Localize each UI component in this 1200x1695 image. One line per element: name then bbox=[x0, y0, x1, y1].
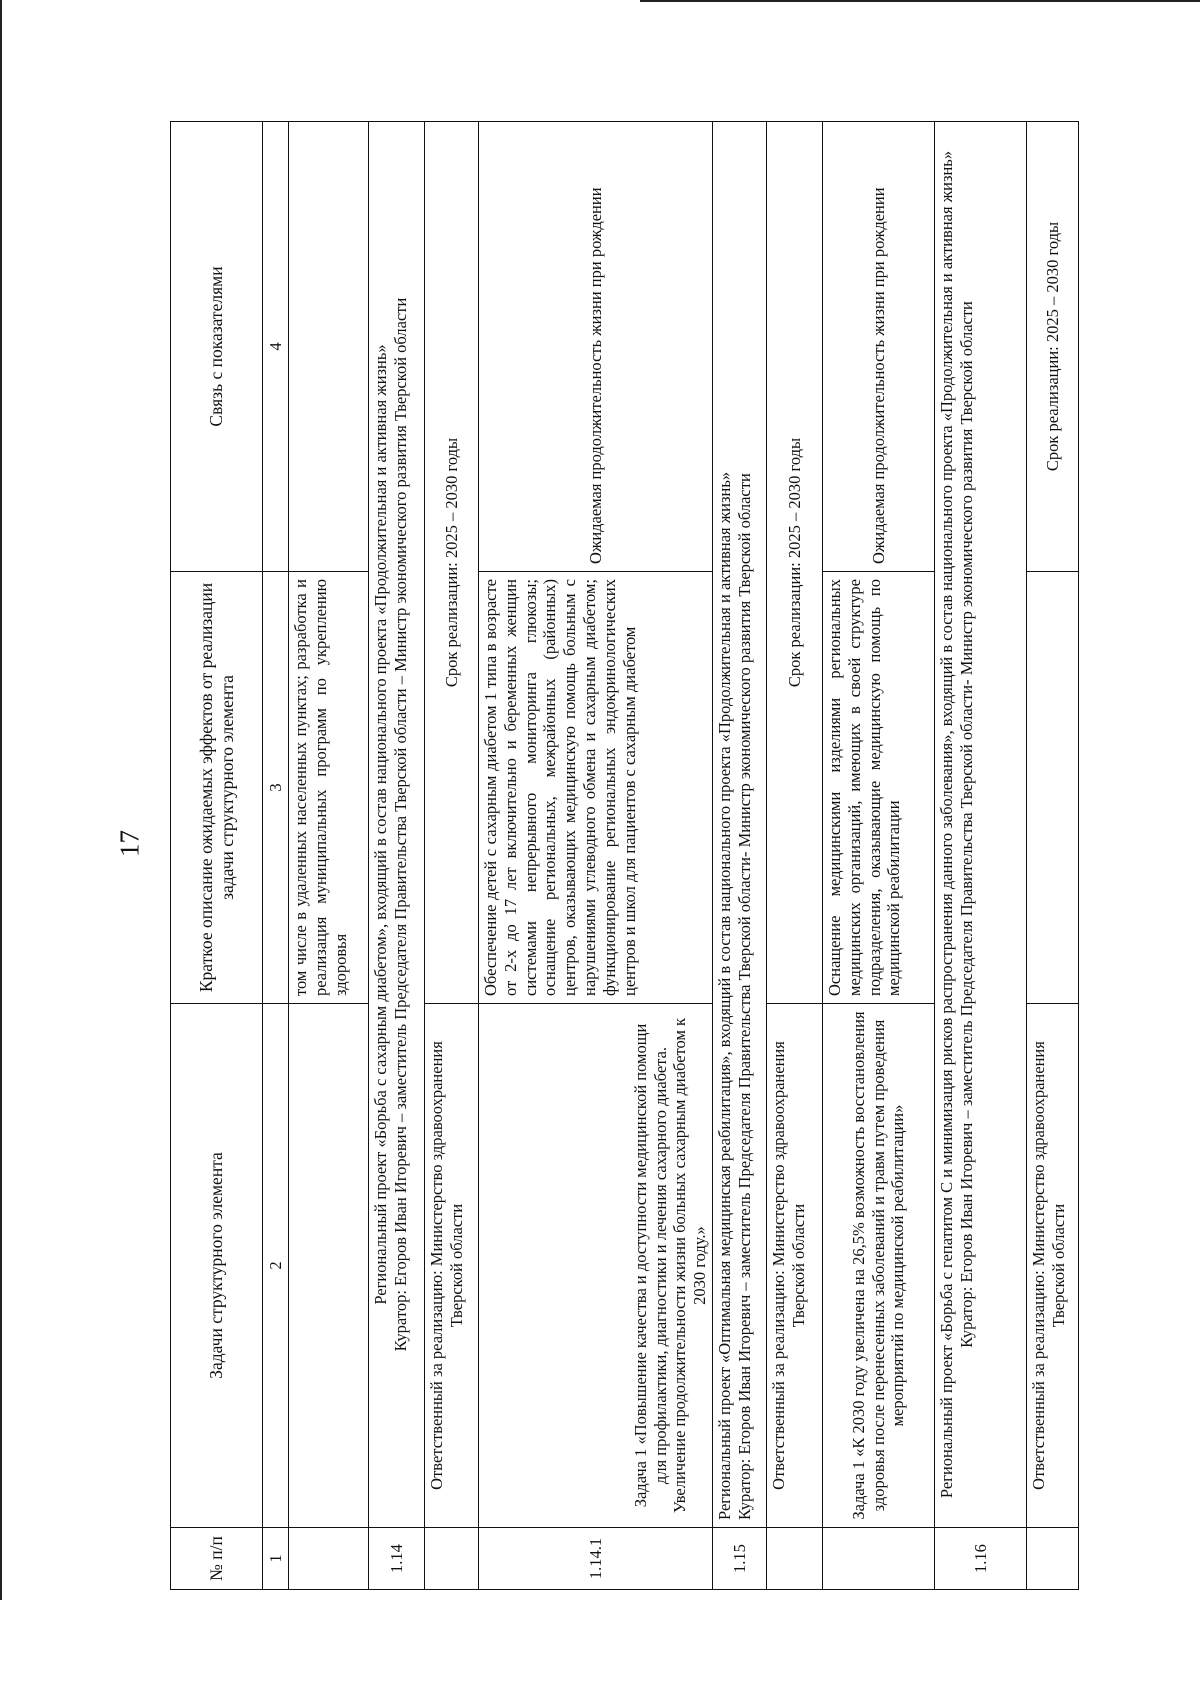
project-row bbox=[713, 122, 767, 1590]
empty-cell bbox=[1027, 572, 1079, 1004]
term-text: Срок реализации: 2025 – 2030 годы bbox=[425, 122, 479, 1004]
scan-edge-line-left bbox=[0, 0, 2, 1600]
empty-cell bbox=[289, 122, 369, 572]
empty-cell bbox=[289, 1528, 369, 1590]
effect-text: Обеспечение детей с сахарным диабетом 1 типа в возрасте от 2-х до 17 лет включительно и беременных женщин системами непрерывного мониторинга глюкозы; оснащение региональных, межрайонных (районных) центров, оказывающих медицинскую помощь больным с нарушениями углеводного обмена и сахарным диабетом; функционирование региональных эндокринологических центров и школ для пациентов с сахарным диабетом bbox=[479, 572, 713, 1004]
row-number: 1.16 bbox=[935, 1528, 1027, 1590]
task-text: Задача 1 «Повышение качества и доступности медицинской помощи для профилактики, диагностики и лечения сахарного диабета. Увеличение продолжительности жизни больных сахарным диабетом к 2030 году.» bbox=[479, 1004, 713, 1528]
project-title: Региональный проект «Оптимальная медицинская реабилитация», входящий в состав национального проекта «Продолжительная и активная жизнь» bbox=[715, 471, 734, 1520]
term-text: Срок реализации: 2025 – 2030 годы bbox=[767, 122, 823, 1004]
header-tasks: Задачи структурного элемента bbox=[171, 1004, 263, 1528]
empty-cell bbox=[823, 1528, 935, 1590]
tasks-table bbox=[170, 121, 1079, 1590]
project-heading bbox=[369, 122, 425, 1528]
task-row bbox=[479, 122, 713, 1590]
responsible-text: Ответственный за реализацию: Министерство здравоохранения Тверской области bbox=[425, 1004, 479, 1528]
task-row bbox=[823, 122, 935, 1590]
project-row bbox=[935, 122, 1027, 1590]
project-curator: Куратор: Егоров Иван Игоревич – заместитель Председателя Правительства Тверской области- Министр экономического развития Тверской области bbox=[734, 473, 754, 1520]
project-title: Региональный проект «Борьба с сахарным диабетом», входящий в состав национального проекта «Продолжительная и активная жизнь» bbox=[371, 344, 390, 1305]
numbering-cell: 1 bbox=[263, 1528, 289, 1590]
responsible-row bbox=[1027, 122, 1079, 1590]
term-text: Срок реализации: 2025 – 2030 годы bbox=[1027, 122, 1079, 572]
row-number: 1.14 bbox=[369, 1528, 425, 1590]
row-number: 1.15 bbox=[713, 1528, 767, 1590]
project-curator: Куратор: Егоров Иван Игоревич – заместитель Председателя Правительства Тверской области – Министр экономического развития Тверской области bbox=[390, 297, 410, 1352]
responsible-row bbox=[425, 122, 479, 1590]
effect-text: Оснащение медицинскими изделиями региональных медицинских организаций, имеющих в своей структуре подразделения, оказывающие медицинскую помощь по медицинской реабилитации bbox=[823, 572, 935, 1004]
responsible-text: Ответственный за реализацию: Министерство здравоохранения Тверской области bbox=[1027, 1004, 1079, 1528]
header-row bbox=[171, 122, 263, 1590]
empty-cell bbox=[767, 1528, 823, 1590]
project-curator: Куратор: Егоров Иван Игоревич – заместитель Председателя Правительства Тверской области- Министр экономического развития Тверской области bbox=[956, 301, 976, 1348]
project-row bbox=[369, 122, 425, 1590]
responsible-text: Ответственный за реализацию: Министерство здравоохранения Тверской области bbox=[767, 1004, 823, 1528]
header-indicators: Связь с показателями bbox=[171, 122, 263, 572]
rotated-page-content bbox=[170, 122, 1070, 1590]
scan-edge-line-top bbox=[640, 0, 1200, 2]
responsible-row bbox=[767, 122, 823, 1590]
indicator-text: Ожидаемая продолжительность жизни при рождении bbox=[823, 122, 935, 572]
header-effects: Краткое описание ожидаемых эффектов от реализации задачи структурного элемента bbox=[171, 572, 263, 1004]
indicator-text: Ожидаемая продолжительность жизни при рождении bbox=[479, 122, 713, 572]
page-number: 17 bbox=[114, 830, 145, 857]
numbering-cell: 4 bbox=[263, 122, 289, 572]
continuation-effect-text: том числе в удаленных населенных пунктах; разработка и реализация муниципальных программ по укреплению здоровья bbox=[289, 572, 369, 1004]
header-number: № п/п bbox=[171, 1528, 263, 1590]
empty-cell bbox=[289, 1004, 369, 1528]
continuation-row bbox=[289, 122, 369, 1590]
numbering-row bbox=[263, 122, 289, 1590]
empty-cell bbox=[1027, 1528, 1079, 1590]
project-title: Региональный проект «Борьба с гепатитом С и минимизация рисков распространения данного заболевания», входящий в состав национального проекта «Продолжительная и активная жизнь» bbox=[937, 150, 956, 1499]
numbering-cell: 2 bbox=[263, 1004, 289, 1528]
empty-cell bbox=[425, 1528, 479, 1590]
project-heading bbox=[935, 122, 1027, 1528]
row-number: 1.14.1 bbox=[479, 1528, 713, 1590]
project-heading bbox=[713, 122, 767, 1528]
numbering-cell: 3 bbox=[263, 572, 289, 1004]
task-text: Задача 1 «К 2030 году увеличена на 26,5% возможность восстановления здоровья после перенесенных заболеваний и травм путем проведения мероприятий по медицинской реабилитации» bbox=[823, 1004, 935, 1528]
